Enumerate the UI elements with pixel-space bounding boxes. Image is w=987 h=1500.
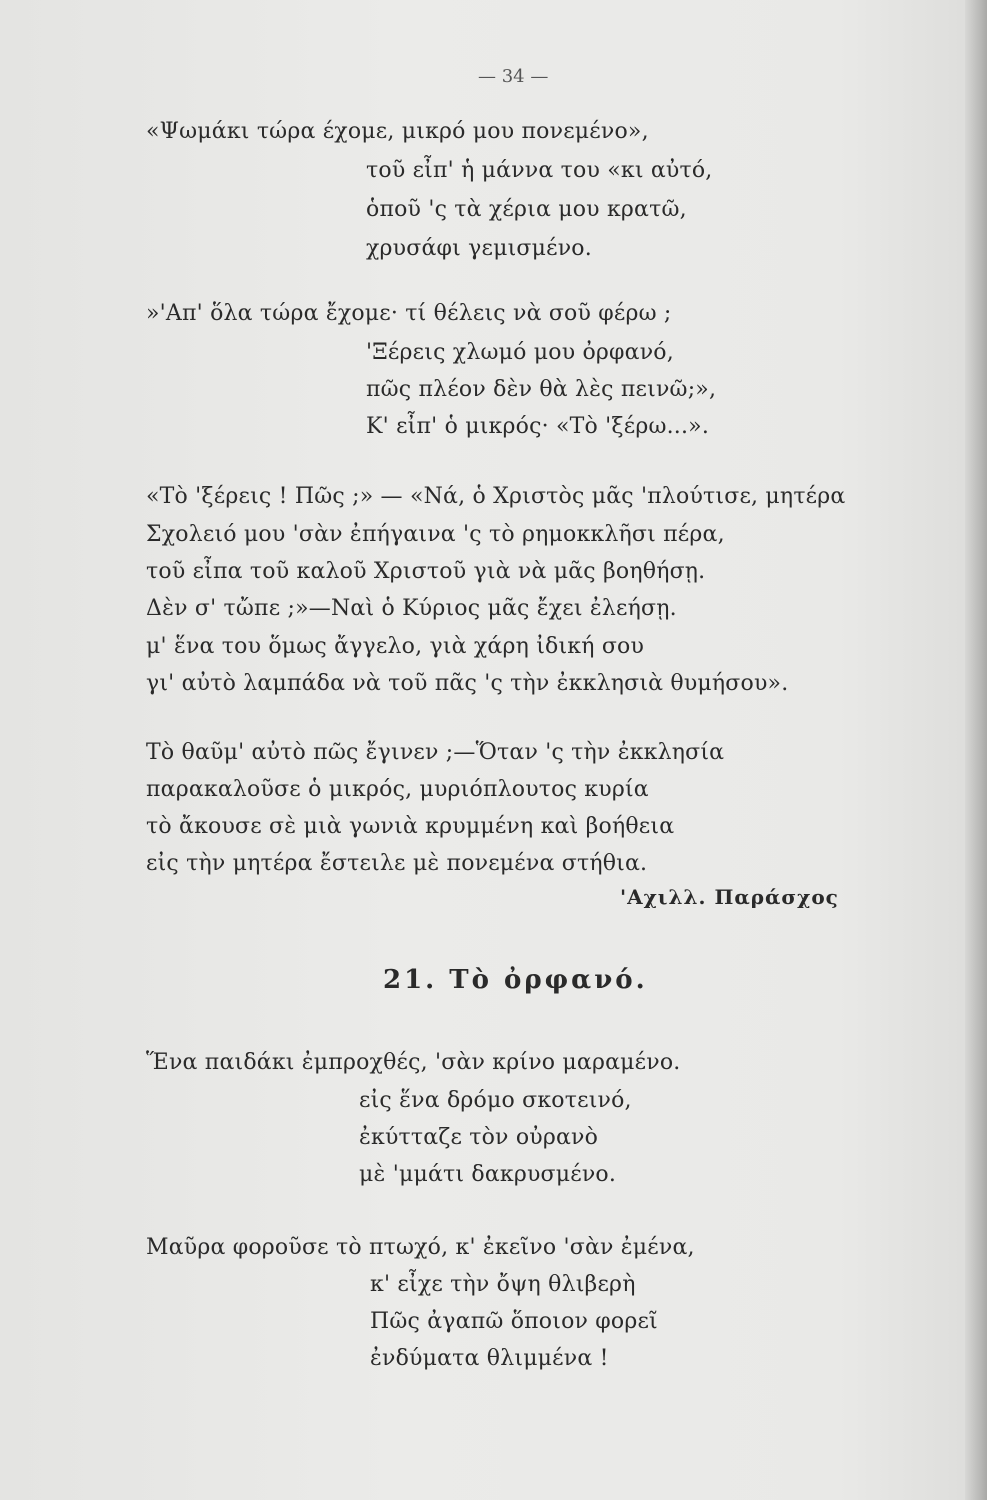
poem2-s2-line1: Μαῦρα φοροῦσε τὸ πτωχό, κ' ἐκεῖνο 'σὰν ἐμένα, [146,1235,695,1260]
poem1-s1-line2: τοῦ εἶπ' ἡ μάννα του «κι αὐτό, [366,158,713,183]
poem1-s3-line1: «Τὸ 'ξέρεις ! Πῶς ;» — «Νά, ὁ Χριστὸς μᾶς 'πλούτισε, μητέρα [146,484,846,509]
page-spine-shadow [965,0,987,1500]
poem1-s2-line3: πῶς πλέον δὲν θὰ λὲς πεινῶ;», [366,377,717,402]
poem1-s3-line4: Δὲν σ' τὤπε ;»—Ναὶ ὁ Κύριος μᾶς ἔχει ἐλεήσῃ. [146,596,677,621]
poem1-s3-line3: τοῦ εἶπα τοῦ καλοῦ Χριστοῦ γιὰ νὰ μᾶς βοηθήσῃ. [146,559,706,584]
poem1-s3-line2: Σχολειό μου 'σὰν ἐπήγαινα 'ς τὸ ρημοκκλῆσι πέρα, [146,522,725,547]
poem1-s4-line3: τὸ ἄκουσε σὲ μιὰ γωνιὰ κρυμμένη καὶ βοήθεια [146,814,675,839]
poem1-s2-line4: Κ' εἶπ' ὁ μικρός· «Τὸ 'ξέρω...». [366,414,710,439]
poem2-s1-line1: Ἕνα παιδάκι ἐμπροχθές, 'σὰν κρίνο μαραμένο. [146,1050,681,1075]
poem1-s1-line1: «Ψωμάκι τώρα έχομε, μικρό μου πονεμένο», [146,119,649,144]
poem2-s1-line2: εἰς ἕνα δρόμο σκοτεινό, [359,1088,632,1113]
poem1-author: 'Αχιλλ. Παράσχος [620,885,839,909]
poem2-s2-line4: ἐνδύματα θλιμμένα ! [370,1346,609,1371]
poem1-s1-line3: ὁποῦ 'ς τὰ χέρια μου κρατῶ, [366,197,687,222]
poem2-s1-line3: ἐκύτταζε τὸν οὐρανὸ [359,1125,599,1150]
poem1-s2-line2: 'Ξέρεις χλωμό μου ὀρφανό, [366,340,674,365]
poem1-s4-line4: εἰς τὴν μητέρα ἔστειλε μὲ πονεμένα στήθια. [146,851,648,876]
poem1-s1-line4: χρυσάφι γεμισμένο. [366,236,592,261]
poem2-s2-line3: Πῶς ἀγαπῶ ὅποιον φορεῖ [370,1309,658,1334]
page-number: — 34 — [478,66,549,87]
poem2-title: 21. Τὸ ὀρφανό. [383,965,648,995]
poem1-s2-line1: »'Απ' ὅλα τώρα ἔχομε· τί θέλεις νὰ σοῦ φέρω ; [146,301,672,326]
poem1-s4-line1: Τὸ θαῦμ' αὐτὸ πῶς ἔγινεν ;—Ὅταν 'ς τὴν ἐκκλησία [146,740,725,765]
poem1-s4-line2: παρακαλοῦσε ὁ μικρός, μυριόπλουτος κυρία [146,777,649,802]
poem1-s3-line6: γι' αὐτὸ λαμπάδα νὰ τοῦ πᾶς 'ς τὴν ἐκκλησιὰ θυμήσου». [146,671,789,696]
poem2-s1-line4: μὲ 'μμάτι δακρυσμένο. [359,1162,617,1187]
poem1-s3-line5: μ' ἕνα του ὅμως ἄγγελο, γιὰ χάρη ἰδική σου [146,634,645,659]
poem2-s2-line2: κ' εἶχε τὴν ὄψη θλιβερὴ [370,1272,636,1297]
